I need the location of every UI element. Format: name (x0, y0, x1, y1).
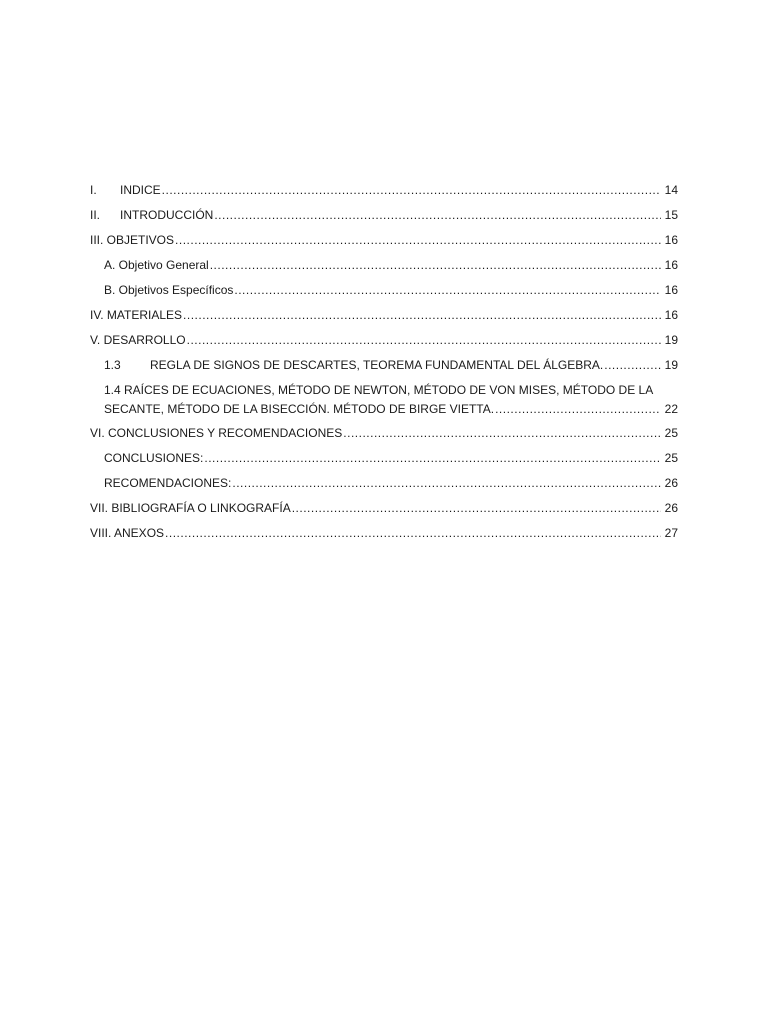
toc-entry-bibliografia[interactable] (90, 499, 678, 524)
table-of-contents (90, 181, 678, 549)
toc-entry-page: 25 (664, 426, 678, 440)
toc-entry-conclusiones-y-recomendaciones[interactable] (90, 424, 678, 449)
dot-leader (187, 331, 661, 349)
toc-entry-title: VIII. ANEXOS (90, 526, 165, 540)
toc-entry-title: CONCLUSIONES: (104, 451, 204, 465)
toc-entry-number: II. (90, 208, 101, 222)
toc-entry-page: 19 (664, 333, 678, 347)
toc-entry-page: 27 (664, 526, 678, 540)
toc-entry-title: REGLA DE SIGNOS DE DESCARTES, TEOREMA FUNDAMENTAL DEL ÁLGEBRA. (150, 358, 604, 372)
dot-leader (604, 356, 661, 374)
toc-entry-title: III. OBJETIVOS (90, 233, 175, 247)
toc-entry-introduccion[interactable] (90, 206, 678, 231)
toc-entry-objetivo-general[interactable] (90, 256, 678, 281)
dot-leader (234, 281, 661, 299)
toc-entry-page: 25 (664, 451, 678, 465)
toc-entry-page: 19 (664, 358, 678, 372)
dot-leader (204, 449, 661, 467)
dot-leader (343, 424, 661, 442)
toc-entry-page: 26 (664, 501, 678, 515)
toc-entry-page: 16 (664, 308, 678, 322)
dot-leader (495, 400, 661, 418)
toc-entry-page: 16 (664, 258, 678, 272)
toc-entry-title: INTRODUCCIÓN (120, 208, 214, 222)
toc-entry-regla-de-signos[interactable] (90, 356, 678, 381)
toc-entry-recomendaciones[interactable] (90, 474, 678, 499)
toc-entry-page: 22 (664, 402, 678, 416)
dot-leader (175, 231, 661, 249)
toc-entry-title: A. Objetivo General (104, 258, 209, 272)
toc-entry-materiales[interactable] (90, 306, 678, 331)
toc-entry-indice[interactable] (90, 181, 678, 206)
toc-entry-page: 15 (664, 208, 678, 222)
toc-entry-number: I. (90, 183, 97, 197)
dot-leader (214, 206, 661, 224)
toc-entry-conclusiones[interactable] (90, 449, 678, 474)
toc-entry-page: 16 (664, 283, 678, 297)
toc-entry-objetivos-especificos[interactable] (90, 281, 678, 306)
dot-leader (292, 499, 661, 517)
toc-entry-title-line-2: SECANTE, MÉTODO DE LA BISECCIÓN. MÉTODO DE BIRGE VIETTA. (104, 402, 495, 416)
toc-entry-page: 14 (664, 183, 678, 197)
toc-entry-objetivos[interactable] (90, 231, 678, 256)
toc-entry-anexos[interactable] (90, 524, 678, 549)
toc-entry-title: VII. BIBLIOGRAFÍA O LINKOGRAFÍA (90, 501, 291, 515)
toc-entry-number: 1.3 (104, 358, 121, 372)
toc-entry-page: 26 (664, 476, 678, 490)
toc-entry-title: RECOMENDACIONES: (104, 476, 232, 490)
toc-entry-page: 16 (664, 233, 678, 247)
toc-entry-raices-de-ecuaciones[interactable] (90, 381, 678, 424)
dot-leader (162, 181, 661, 199)
toc-entry-title: VI. CONCLUSIONES Y RECOMENDACIONES (90, 426, 343, 440)
toc-entry-title: B. Objetivos Específicos (104, 283, 234, 297)
dot-leader (210, 256, 661, 274)
toc-entry-title: INDICE (120, 183, 161, 197)
toc-entry-title: IV. MATERIALES (90, 308, 183, 322)
dot-leader (232, 474, 661, 492)
toc-entry-title-line-1: 1.4 RAÍCES DE ECUACIONES, MÉTODO DE NEWTON, MÉTODO DE VON MISES, MÉTODO DE LA (104, 383, 654, 397)
toc-entry-title: V. DESARROLLO (90, 333, 186, 347)
dot-leader (165, 524, 661, 542)
dot-leader (183, 306, 661, 324)
toc-entry-desarrollo[interactable] (90, 331, 678, 356)
